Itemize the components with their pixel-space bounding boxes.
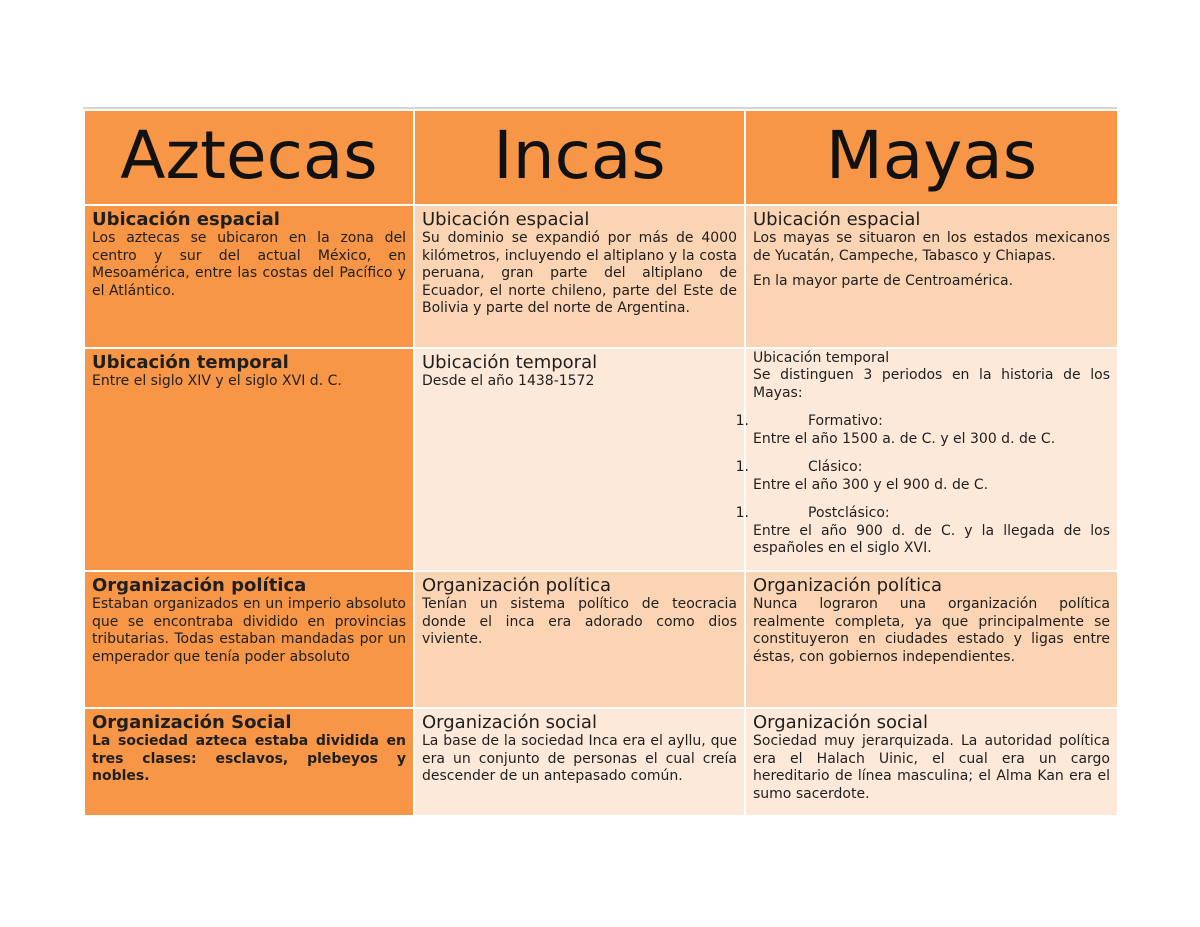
period-desc: Entre el año 1500 a. de C. y el 300 d. de C. [753, 430, 1056, 447]
cell-aztecas-politica [84, 571, 414, 708]
cell-aztecas-espacial [84, 205, 414, 348]
header-mayas: Mayas [745, 110, 1118, 205]
section-text: Desde el año 1438-1572 [422, 373, 595, 389]
section-text: Se distinguen 3 periodos en la historia de los Mayas: [753, 367, 1110, 401]
section-text-extra: En la mayor parte de Centroamérica. [753, 273, 1014, 289]
period-desc: Entre el año 900 d. de C. y la llegada de los españoles en el siglo XVI. [753, 522, 1110, 556]
section-title: Organización social [422, 712, 597, 733]
period-item [735, 505, 1110, 558]
section-title: Organización política [92, 575, 307, 596]
period-name: Clásico: [808, 459, 863, 475]
period-number: 1. [735, 413, 749, 429]
section-text: Nunca lograron una organización política realmente completa, ya que principalmente se constituyeron en ciudades estado y ligas entre éstas, con gobiernos independientes. [753, 596, 1110, 665]
header-incas: Incas [414, 110, 745, 205]
row-ubicacion-temporal [84, 348, 1118, 571]
section-title: Organización Social [92, 712, 292, 733]
section-title: Ubicación espacial [422, 209, 590, 230]
cell-incas-politica [414, 571, 745, 708]
section-title: Ubicación temporal [92, 352, 289, 373]
section-text: Los aztecas se ubicaron en la zona del centro y sur del actual México, en Mesoamérica, entre las costas del Pacífico y el Atlántico. [92, 230, 406, 299]
row-ubicacion-espacial [84, 205, 1118, 348]
cell-incas-temporal [414, 348, 745, 571]
section-title: Ubicación temporal [753, 350, 890, 366]
section-title: Ubicación espacial [753, 209, 921, 230]
header-row [84, 110, 1118, 205]
section-text: La sociedad azteca estaba dividida en tres clases: esclavos, plebeyos y nobles. [92, 733, 406, 784]
cell-incas-social [414, 708, 745, 816]
section-title: Ubicación temporal [422, 352, 598, 373]
cell-incas-espacial [414, 205, 745, 348]
period-desc: Entre el año 300 y el 900 d. de C. [753, 476, 989, 493]
section-text: Los mayas se situaron en los estados mexicanos de Yucatán, Campeche, Tabasco y Chiapas. [753, 230, 1110, 264]
section-text: Entre el siglo XIV y el siglo XVI d. C. [92, 373, 342, 389]
section-text: La base de la sociedad Inca era el ayllu, que era un conjunto de personas el cual creía descender de un antepasado común. [422, 733, 737, 784]
section-title: Organización política [753, 575, 943, 596]
section-title: Organización política [422, 575, 612, 596]
section-text: Tenían un sistema político de teocracia donde el inca era adorado como dios viviente. [422, 596, 737, 647]
cell-mayas-politica [745, 571, 1118, 708]
section-text: Sociedad muy jerarquizada. La autoridad política era el Halach Uinic, el cual era un cargo hereditario de línea masculina; el Alma Kan era el sumo sacerdote. [753, 733, 1110, 802]
row-organizacion-social [84, 708, 1118, 816]
cell-mayas-espacial [745, 205, 1118, 348]
header-aztecas: Aztecas [84, 110, 414, 205]
period-item [735, 459, 1110, 494]
section-title: Organización social [753, 712, 928, 733]
section-text: Estaban organizados en un imperio absoluto que se encontraba dividido en provincias tributarias. Todas estaban mandadas por un emperador que tenía poder absoluto [92, 596, 406, 665]
period-number: 1. [735, 505, 749, 521]
cell-mayas-temporal [735, 348, 1118, 571]
period-number: 1. [735, 459, 749, 475]
row-organizacion-politica [84, 571, 1118, 708]
period-name: Formativo: [808, 413, 883, 429]
period-item [735, 413, 1110, 448]
period-name: Postclásico: [808, 505, 890, 521]
section-text: Su dominio se expandió por más de 4000 kilómetros, incluyendo el altiplano y la costa peruana, gran parte del altiplano de Ecuador, el norte chileno, parte del Este de Bolivia y parte del norte de Argentina. [422, 230, 737, 316]
cell-aztecas-social [84, 708, 414, 816]
cell-mayas-social [745, 708, 1118, 816]
section-title: Ubicación espacial [92, 209, 280, 230]
cell-aztecas-temporal [84, 348, 414, 571]
civilizations-comparison-table [83, 109, 1119, 817]
